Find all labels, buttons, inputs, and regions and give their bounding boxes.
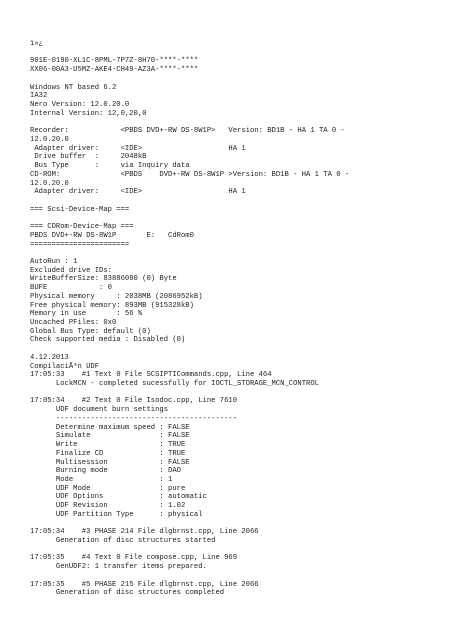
log-line: === CDRom-Device-Map ===	[30, 223, 134, 232]
log-line: PBDS DVD+-RW DS-8W1P E: CdRom0	[30, 231, 194, 240]
log-line	[30, 345, 446, 354]
log-line: Free physical memory: 893MB (915328kB)	[30, 301, 194, 310]
log-line: 17:05:34 #2 Text 0 File Isodoc.cpp, Line 7610	[30, 397, 238, 406]
log-line	[30, 118, 446, 127]
log-line	[30, 389, 446, 398]
log-line: Check supported media : Disabled (0)	[30, 336, 186, 345]
log-line: ------------------------------------------	[30, 414, 238, 423]
log-line: UDF Mode : pure	[30, 484, 186, 493]
log-line: GenUDF2: 1 transfer items prepared.	[30, 563, 207, 572]
log-line	[30, 520, 446, 529]
log-line: Excluded drive IDs:	[30, 266, 112, 275]
log-line: XX06-00A3-U5MZ-AKE4-CH49-AZ3A-****-****	[30, 66, 199, 75]
log-line	[30, 572, 446, 581]
log-line: LockMCN - completed sucessfully for IOCTL_STORAGE_MCN_CONTROL	[30, 380, 319, 389]
log-line	[30, 49, 446, 58]
log-line: Nero Version: 12.0.20.0	[30, 101, 130, 110]
log-line: Finalize CD : TRUE	[30, 449, 186, 458]
log-line	[30, 249, 446, 258]
log-line: Adapter driver: <IDE> HA 1	[30, 188, 246, 197]
log-line	[30, 197, 446, 206]
log-line: AutoRun : 1	[30, 257, 78, 266]
log-line: 12.0.20.0	[30, 179, 69, 188]
log-line	[30, 546, 446, 555]
log-line: =======================	[30, 240, 130, 249]
log-line: Recorder: <PBDS DVD+-RW DS-8W1P> Version: BD1B - HA 1 TA 0 -	[30, 127, 345, 136]
log-line: Windows NT based 6.2	[30, 83, 117, 92]
log-line: Burning mode : DAO	[30, 467, 181, 476]
log-document	[30, 40, 446, 630]
log-line: Global Bus Type: default (0)	[30, 327, 151, 336]
log-line: 17:05:34 #3 PHASE 214 File dlgbrnst.cpp, Line 2066	[30, 528, 259, 537]
log-line: 12.0.20.0	[30, 135, 69, 144]
log-line: Memory in use : 56 %	[30, 310, 143, 319]
log-line: Generation of disc structures started	[30, 536, 216, 545]
log-line	[30, 214, 446, 223]
log-line: 901E-0190-XL1C-8PML-7P7Z-8H70-****-****	[30, 57, 199, 66]
log-line: UDF Partition Type : physical	[30, 510, 203, 519]
log-line: Uncached PFiles: 0x0	[30, 319, 117, 327]
log-line: BUFE : 0	[30, 284, 112, 293]
log-line: Simulate : FALSE	[30, 432, 190, 441]
log-line: UDF Options : automatic	[30, 493, 207, 502]
log-line: 4.12.2013	[30, 353, 69, 362]
log-line: Adapter driver: <IDE> HA 1	[30, 144, 246, 153]
log-line: Generation of disc structures completed	[30, 589, 225, 598]
log-line: CompilaciÃ³n UDF	[30, 362, 100, 371]
log-line: Bus Type : via Inquiry data	[30, 162, 190, 171]
log-line: Multisession : FALSE	[30, 458, 190, 467]
log-line: === Scsi-Device-Map ===	[30, 205, 130, 214]
log-line	[30, 75, 446, 84]
log-line: WriteBufferSize: 83886080 (0) Byte	[30, 275, 177, 284]
log-line: 17:05:33 #1 Text 0 File SCSIPTICommands.cpp, Line 464	[30, 371, 272, 380]
log-line: Determine maximum speed : FALSE	[30, 423, 190, 432]
log-line: Internal Version: 12,0,20,0	[30, 109, 147, 118]
log-line: IA32	[30, 92, 48, 101]
log-line: Write : TRUE	[30, 441, 186, 450]
log-line: UDF Revision : 1.02	[30, 502, 186, 511]
log-line: Physical memory : 2038MB (2086952kB)	[30, 292, 203, 301]
log-line: 17:05:35 #5 PHASE 215 File dlgbrnst.cpp, Line 2066	[30, 580, 259, 589]
log-line: 17:05:35 #4 Text 0 File compose.cpp, Line 969	[30, 554, 238, 563]
log-line: Mode : 1	[30, 475, 173, 484]
log-line: CD-ROM: <PBDS DVD+-RW DS-8W1P >Version: BD1B - HA 1 TA 0 -	[30, 170, 350, 179]
log-line: Drive buffer : 2048kB	[30, 153, 147, 162]
log-line: ï»¿	[30, 40, 43, 48]
log-line: UDF document burn settings	[30, 406, 169, 415]
